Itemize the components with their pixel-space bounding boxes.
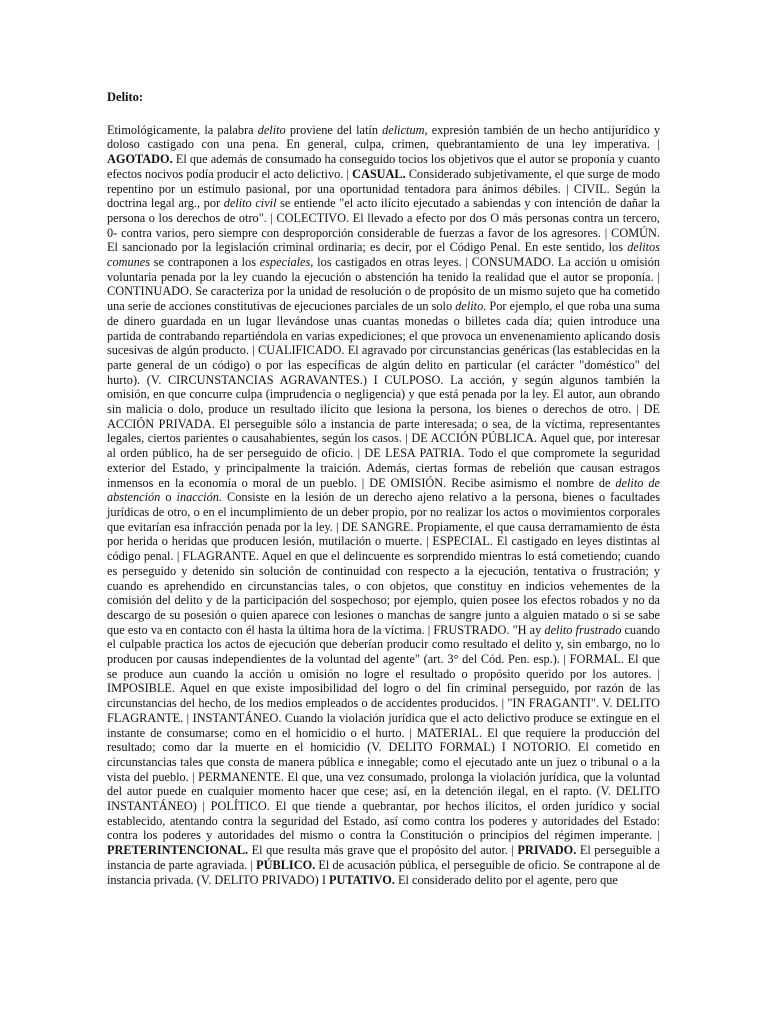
bold-term: PUTATIVO. (329, 872, 395, 887)
bold-term: PRIVADO. (517, 843, 577, 858)
text-run: El perseguible a instancia de parte agraviada. | (107, 843, 660, 872)
text-run: cuando el culpable practica los actos de ejecución que deberían producir como resultado el delito y, sin embargo, no lo producen por causas independientes de la voluntad del agente" (art. 3° del Cód. Pen. esp.). | FORMAL. El que se produce aun cuando la acción u omisión no logre el resultado o propósito querido por los autores. | IMPOSIBLE. Aquel en que existe imposibilidad del logro o del fin criminal perseguido, por razón de las circunstancias del hecho, de los medios empleados o de accidentes producidos. | "IN FRAGANTI". V. DELITO FLAGRANTE. | INSTANTÁNEO. Cuando la violación jurídica que el acto delictivo produce se extingue en el instante de consumarse; como en el homicidio o el hurto. | MATERIAL. El que requiere la producción del resultado; como dar la muerte en el homicidio (V. DELITO FORMAL) I NOTORIO. El cometido en circunstancias tales que consta de manera pública e innegable; como el ejecutado ante un juez o tribunal o a la vista del pueblo. | PERMANENTE. El que, una vez consumado, prolonga la violación jurídica, que la voluntad del autor puede en cualquier momento hacer que cese; así, en la detención ilegal, en el rapto. (V. DELITO INSTANTÁNEO) | POLÍTICO. El que tiende a quebrantar, por hechos ilícitos, el orden jurídico y social establecido, atentando contra la seguridad del Estado, así como contra los poderes y autoridades del Estado: contra los poderes y autoridades del mismo o contra la Constitución o principios del régimen imperante. | (107, 622, 660, 843)
italic-term: delito de abstención (107, 475, 660, 505)
bold-term: PÚBLICO. (256, 857, 316, 872)
text-run: El que además de consumado ha conseguido tocios los objetivos que el autor se proponía y cuanto efectos nocivos podía producir el acto delictivo. | (107, 152, 660, 181)
text-run: proviene del latín (285, 122, 383, 137)
text-run: El de acusación pública, el perseguible de oficio. Se contrapone al de instancia privada. (V. DELITO PRIVADO) I (107, 857, 660, 887)
text-run: se contraponen a los (150, 255, 260, 270)
italic-term: delitos comunes (107, 240, 660, 270)
bold-term: PRETERINTENCIONAL. (107, 843, 249, 858)
text-run: los castigados en otras leyes. | CONSUMADO. La acción u omisión voluntaria penada por la ley cuando la ejecución o abstención ha tenido la realidad que el autor se proponía. | CONTINUADO. Se caracteriza por la unidad de resolución o de propósito de un mismo sujeto que ha cometido una serie de acciones constitutivas de ejecuciones parciales de un solo (107, 255, 660, 314)
italic-term: inacción. (176, 490, 222, 505)
bold-term: AGOTADO. (107, 152, 173, 167)
italic-term: delito civil (223, 196, 277, 211)
italic-term: delito frustrado (544, 622, 622, 637)
bold-term: CASUAL. (352, 166, 406, 181)
text-run: Consiste en la lesión de un derecho ajeno relativo a la persona, bienes o facultades jurídicas de otro, o en el incumplimiento de un deber propio, por no realizar los actos o movimientos corporales que evitarían esa infracción penada por la ley. | DE SANGRE. Propiamente, el que causa derramamiento de ésta por herida o heridas que producen lesión, mutilación o muerte. | ESPECIAL. El castigado en leyes distintas al código penal. | FLAGRANTE. Aquel en que el delincuente es sorprendido mientras lo está cometiendo; cuando es perseguido y detenido sin solución de continuidad con respecto a la ejecución, tentativa o frustración; y cuando es aprehendido en circunstancias tales, o con objetos, que constituy en indicios vehementes de la comisión del delito y de la participación del sospechoso; por ejemplo, quien posee los efectos robados y no da descargo de su posesión o quien aparece con lesiones o manchas de sangre junto a alguien matado o si se sabe que esto va en contacto con él hasta la última hora de la víctima. | FRUSTRADO. "H ay (107, 490, 661, 637)
italic-term: delictum, (382, 122, 428, 137)
italic-term: delito. (455, 299, 487, 314)
text-run: El que resulta más grave que el propósito del autor. | (248, 843, 518, 858)
text-run: o (160, 490, 177, 505)
text-run: expresión también de un hecho antijurídico y doloso castigado con una pena. En general, culpa, crimen, quebrantamiento de una ley imperativa. | (107, 122, 660, 152)
text-run: se entiende "el acto ilícito ejecutado a sabiendas y con intención de dañar la persona o los derechos de otro". | COLECTIVO. El llevado a efecto por dos O más personas contra un tercero, 0- contra varios, pero siempre con desproporción considerable de fuerzas a favor de los agresores. | COMÚN. El sancionado por la legislación criminal ordinaria; es decir, por el Código Penal. En este sentido, los (107, 196, 660, 255)
italic-term: delito (257, 122, 286, 137)
italic-term: especiales, (259, 255, 314, 270)
text-run: Considerado subjetivamente, el que surge de modo repentino por un estímulo pasional, por una oportunidad tentadora para ánimos débiles. | CIVIL. Según la doctrina legal arg., por (107, 166, 660, 211)
document-title: Delito: (107, 90, 144, 104)
text-run: Etimológicamente, la palabra (107, 122, 258, 137)
text-run: Por ejemplo, el que roba una suma de dinero guardada en un lugar llevándose unas cuantas monedas o billetes cada día; quien introduce una partida de contrabando repartiéndola en varias expediciones; el que provoca un envenenamiento aplicando dosis sucesivas de algún producto. | CUALIFICADO. El agravado por circunstancias genéricas (las establecidas en la parte general de un código) o por las específicas de algún delito en particular (el carácter "doméstico" del hurto). (V. CIRCUNSTANCIAS AGRAVANTES.) I CULPOSO. La acción, y según algunos también la omisión, en que concurre culpa (imprudencia o negligencia) y que está penada por la ley. El autor, aun obrando sin malicia o dolo, produce un resultado ilícito que lesiona la persona, los bienes o derechos de otro. | DE ACCIÓN PRIVADA. El perseguible sólo a instancia de parte interesada; o sea, de la víctima, representantes legales, ciertos parientes o causahabientes, según los casos. | DE ACCIÓN PÚBLICA. Aquel que, por interesar al orden público, ha de ser perseguido de oficio. | DE LESA PATRIA. Todo el que compromete la seguridad exterior del Estado, y principalmente la traición. Además, ciertas formas de rebelión que causan estragos inmensos en la economía o moral de un pueblo. | DE OMISIÓN. Recibe asimismo el nombre de (107, 299, 660, 490)
text-run: El considerado delito por el agente, pero que (394, 872, 618, 887)
document-body (107, 123, 660, 888)
document-content (107, 90, 660, 887)
